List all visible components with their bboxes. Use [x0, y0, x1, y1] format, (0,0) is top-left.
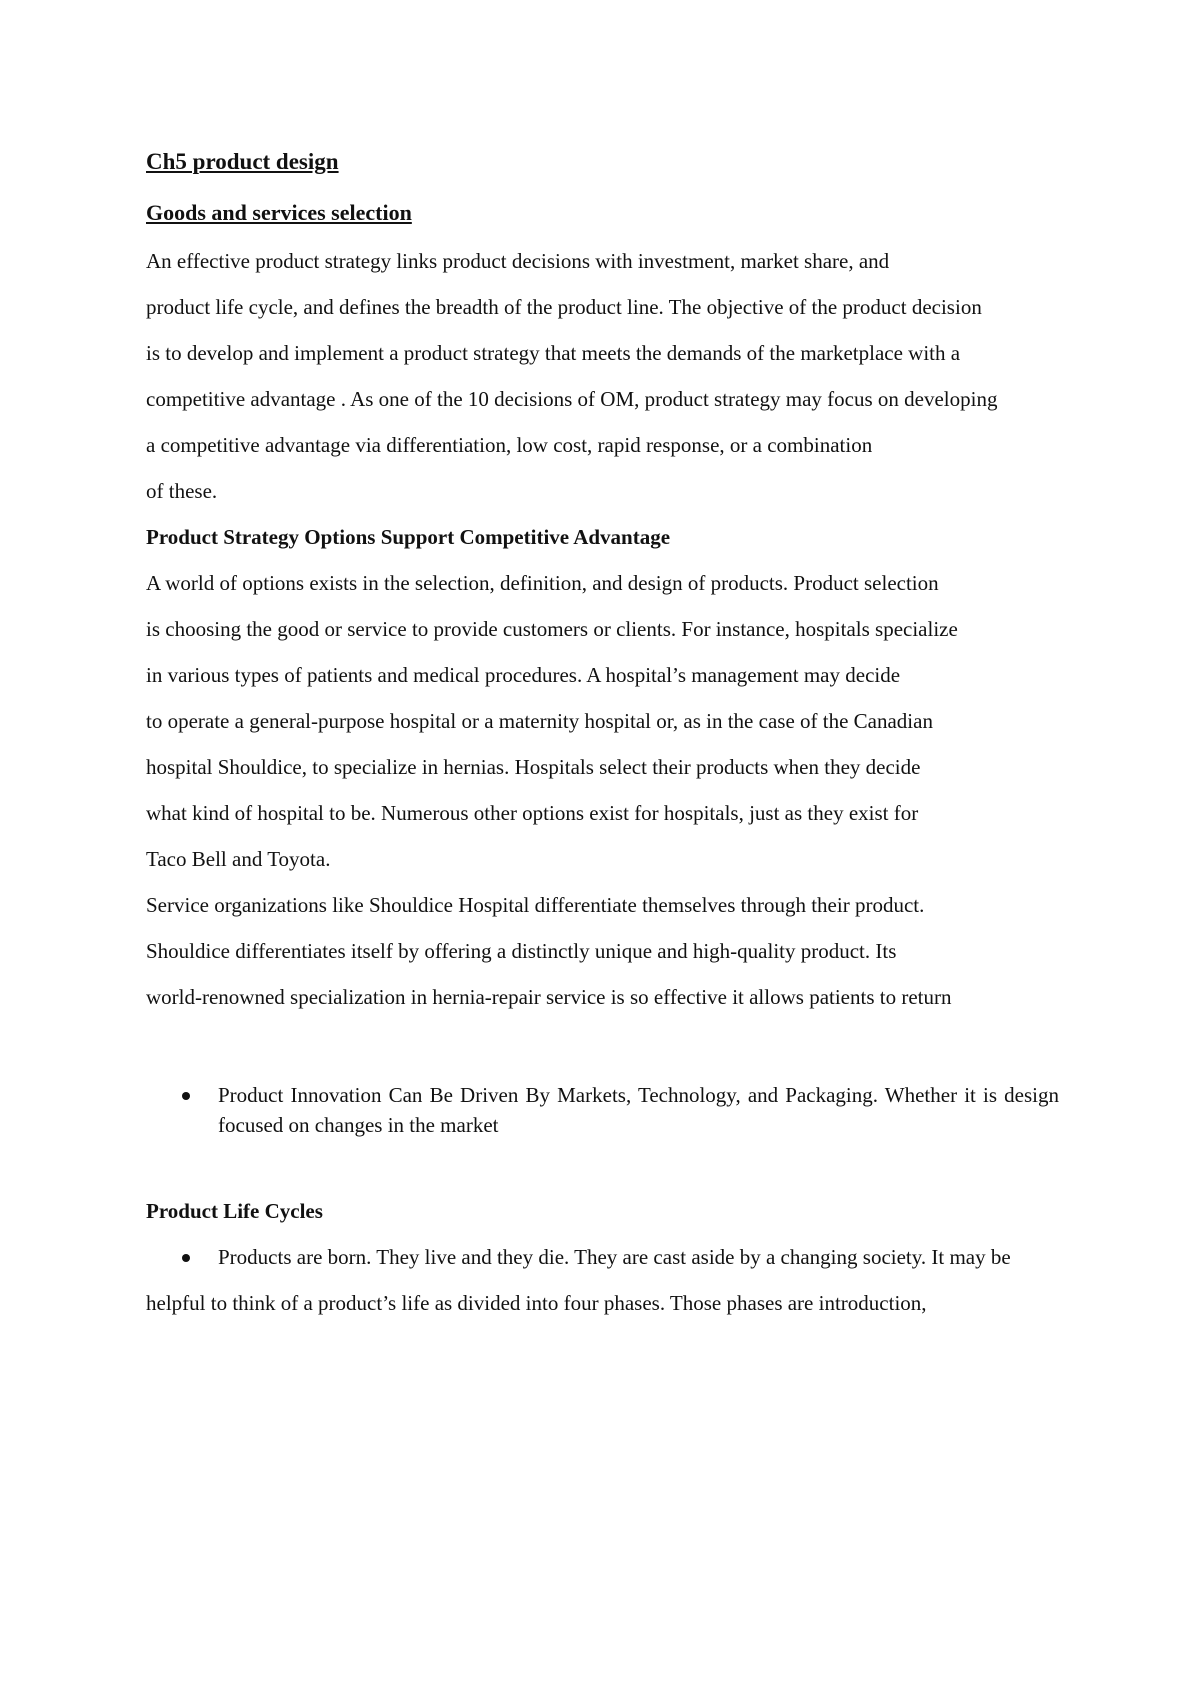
paragraph: An effective product strategy links product decisions with investment, market share, and [146, 249, 890, 273]
bullet-item [146, 1080, 1059, 1140]
paragraph: to operate a general-purpose hospital or a maternity hospital or, as in the case of the Canadian [146, 709, 933, 733]
paragraph: Taco Bell and Toyota. [146, 847, 331, 871]
bullet-list [146, 1080, 1059, 1140]
paragraph: is choosing the good or service to provide customers or clients. For instance, hospitals specialize [146, 617, 958, 641]
blank-line [146, 1272, 1059, 1288]
paragraph: a competitive advantage via differentiation, low cost, rapid response, or a combination [146, 433, 873, 457]
document-body [146, 146, 1059, 1334]
blank-line [146, 1140, 1059, 1196]
document-title: Ch5 product design [146, 149, 339, 174]
blank-line [146, 1028, 1059, 1080]
section-heading-goods-services: Goods and services selection [146, 200, 412, 225]
paragraph: of these. [146, 479, 218, 503]
paragraph: Service organizations like Shouldice Hospital differentiate themselves through their product. [146, 893, 925, 917]
paragraph: Shouldice differentiates itself by offering a distinctly unique and high-quality product. Its [146, 939, 897, 963]
paragraph: world-renowned specialization in hernia-repair service is so effective it allows patients to return [146, 985, 952, 1009]
paragraph: helpful to think of a product’s life as divided into four phases. Those phases are introduction, [146, 1291, 927, 1315]
paragraph: what kind of hospital to be. Numerous other options exist for hospitals, just as they exist for [146, 801, 919, 825]
bullet-dot-icon [182, 1092, 190, 1100]
bullet-list [146, 1242, 1059, 1272]
section-heading-life-cycles: Product Life Cycles [146, 1199, 323, 1223]
paragraph: in various types of patients and medical procedures. A hospital’s management may decide [146, 663, 901, 687]
bullet-text: Products are born. They live and they die. They are cast aside by a changing society. It may be [218, 1245, 1011, 1269]
paragraph: A world of options exists in the selection, definition, and design of products. Product selection [146, 571, 939, 595]
paragraph: is to develop and implement a product strategy that meets the demands of the marketplace with a [146, 341, 961, 365]
bullet-dot-icon [182, 1254, 190, 1262]
bullet-text: Product Innovation Can Be Driven By Markets, Technology, and Packaging. Whether it is design focused on changes in the market [218, 1083, 1059, 1137]
paragraph: competitive advantage . As one of the 10 decisions of OM, product strategy may focus on developing [146, 387, 998, 411]
section-heading-strategy-options: Product Strategy Options Support Competitive Advantage [146, 525, 671, 549]
paragraph: hospital Shouldice, to specialize in hernias. Hospitals select their products when they decide [146, 755, 921, 779]
paragraph: product life cycle, and defines the breadth of the product line. The objective of the product decision [146, 295, 982, 319]
bullet-item [146, 1242, 1059, 1272]
